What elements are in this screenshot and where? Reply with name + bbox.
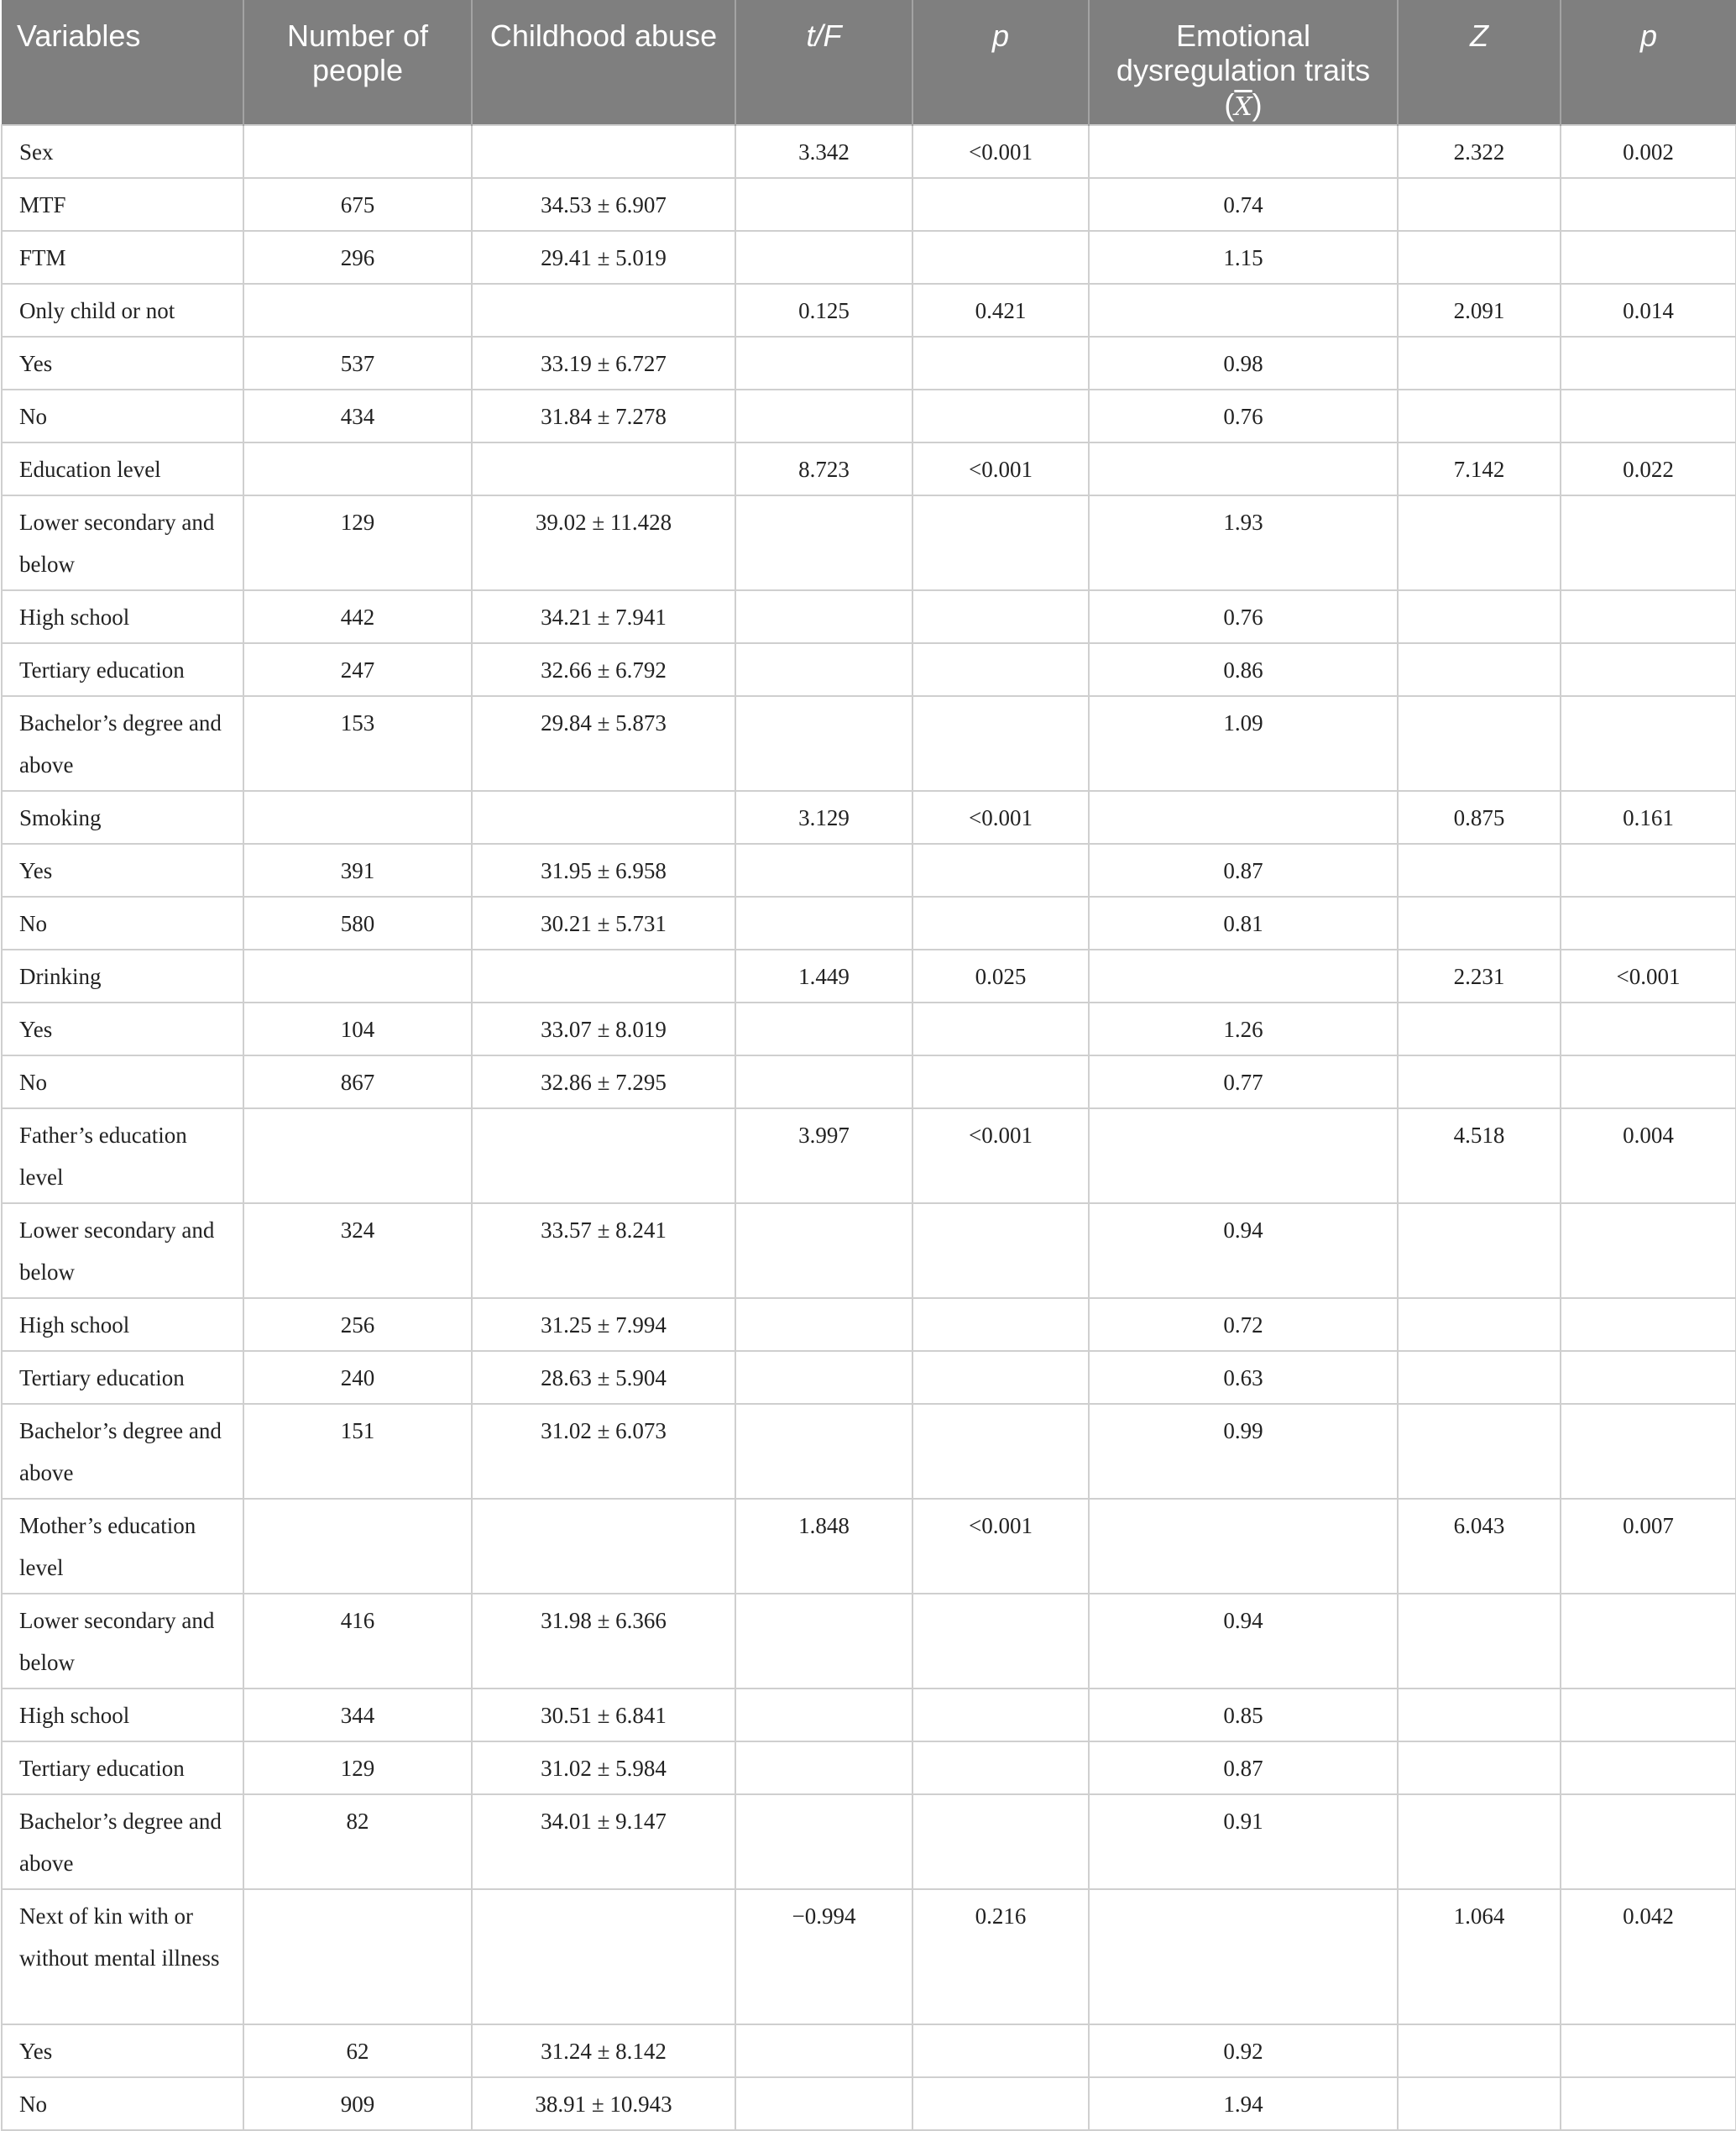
cell-childhood-abuse [472, 442, 735, 495]
cell-z [1398, 390, 1561, 442]
cell-p-second [1561, 231, 1736, 284]
table-row [2, 1108, 1736, 1203]
cell-z [1398, 1404, 1561, 1499]
cell-number-of-people: 434 [243, 390, 472, 442]
cell-variable: Father’s education level [2, 1108, 243, 1203]
cell-p-second [1561, 2024, 1736, 2077]
table-row [2, 696, 1736, 791]
cell-emotional-dysregulation: 0.91 [1089, 1794, 1398, 1889]
cell-p-first: <0.001 [912, 125, 1089, 178]
cell-number-of-people [243, 284, 472, 337]
cell-p-first [912, 1351, 1089, 1404]
cell-number-of-people: 129 [243, 1741, 472, 1794]
table-row [2, 231, 1736, 284]
cell-z [1398, 1689, 1561, 1741]
cell-emotional-dysregulation: 0.94 [1089, 1594, 1398, 1689]
cell-p-second: 0.004 [1561, 1108, 1736, 1203]
cell-number-of-people: 151 [243, 1404, 472, 1499]
cell-z [1398, 2077, 1561, 2130]
cell-emotional-dysregulation: 0.74 [1089, 178, 1398, 231]
cell-z [1398, 231, 1561, 284]
cell-z [1398, 1003, 1561, 1055]
cell-variable: Sex [2, 125, 243, 178]
cell-childhood-abuse: 39.02 ± 11.428 [472, 495, 735, 590]
cell-t-f [735, 495, 912, 590]
table-row [2, 442, 1736, 495]
cell-number-of-people: 909 [243, 2077, 472, 2130]
table-row [2, 590, 1736, 643]
cell-number-of-people: 247 [243, 643, 472, 696]
cell-childhood-abuse: 31.02 ± 5.984 [472, 1741, 735, 1794]
cell-t-f [735, 1404, 912, 1499]
table-row [2, 1594, 1736, 1689]
cell-emotional-dysregulation [1089, 1889, 1398, 2024]
cell-childhood-abuse: 29.41 ± 5.019 [472, 231, 735, 284]
cell-z [1398, 495, 1561, 590]
cell-childhood-abuse: 34.21 ± 7.941 [472, 590, 735, 643]
cell-z [1398, 696, 1561, 791]
cell-emotional-dysregulation: 0.81 [1089, 897, 1398, 950]
cell-t-f [735, 2077, 912, 2130]
cell-emotional-dysregulation [1089, 1499, 1398, 1594]
cell-number-of-people: 324 [243, 1203, 472, 1298]
cell-p-first: 0.025 [912, 950, 1089, 1003]
cell-childhood-abuse [472, 284, 735, 337]
cell-variable: Mother’s education level [2, 1499, 243, 1594]
demographics-table [1, 0, 1736, 2131]
cell-p-second: 0.007 [1561, 1499, 1736, 1594]
cell-t-f: 3.342 [735, 125, 912, 178]
cell-childhood-abuse: 31.24 ± 8.142 [472, 2024, 735, 2077]
cell-emotional-dysregulation: 0.92 [1089, 2024, 1398, 2077]
cell-p-first [912, 231, 1089, 284]
table-row [2, 1351, 1736, 1404]
table-row [2, 1794, 1736, 1889]
cell-t-f [735, 1003, 912, 1055]
table-header [2, 0, 1736, 125]
cell-z [1398, 178, 1561, 231]
cell-number-of-people [243, 1499, 472, 1594]
table-row [2, 495, 1736, 590]
cell-p-first [912, 1298, 1089, 1351]
cell-number-of-people: 82 [243, 1794, 472, 1889]
cell-t-f [735, 2024, 912, 2077]
cell-variable: No [2, 897, 243, 950]
cell-variable: Yes [2, 337, 243, 390]
cell-number-of-people: 416 [243, 1594, 472, 1689]
cell-p-second: <0.001 [1561, 950, 1736, 1003]
table-row [2, 1003, 1736, 1055]
cell-number-of-people: 104 [243, 1003, 472, 1055]
cell-number-of-people [243, 442, 472, 495]
header-variables: Variables [2, 0, 243, 125]
cell-p-second: 0.014 [1561, 284, 1736, 337]
cell-emotional-dysregulation: 0.86 [1089, 643, 1398, 696]
cell-childhood-abuse [472, 1889, 735, 2024]
cell-number-of-people: 391 [243, 844, 472, 897]
cell-number-of-people: 62 [243, 2024, 472, 2077]
cell-t-f [735, 643, 912, 696]
cell-t-f [735, 1594, 912, 1689]
cell-t-f: 1.848 [735, 1499, 912, 1594]
cell-t-f: 3.997 [735, 1108, 912, 1203]
cell-t-f [735, 231, 912, 284]
cell-childhood-abuse: 31.98 ± 6.366 [472, 1594, 735, 1689]
cell-number-of-people: 296 [243, 231, 472, 284]
cell-p-second [1561, 495, 1736, 590]
cell-p-first: <0.001 [912, 791, 1089, 844]
cell-z: 7.142 [1398, 442, 1561, 495]
cell-t-f [735, 1794, 912, 1889]
cell-number-of-people [243, 1108, 472, 1203]
cell-p-second [1561, 178, 1736, 231]
cell-emotional-dysregulation: 0.94 [1089, 1203, 1398, 1298]
cell-emotional-dysregulation [1089, 1108, 1398, 1203]
cell-z [1398, 1594, 1561, 1689]
cell-z: 4.518 [1398, 1108, 1561, 1203]
cell-p-first [912, 1594, 1089, 1689]
cell-p-first [912, 1794, 1089, 1889]
cell-p-first [912, 1741, 1089, 1794]
cell-childhood-abuse: 33.19 ± 6.727 [472, 337, 735, 390]
cell-t-f [735, 1298, 912, 1351]
cell-variable: High school [2, 1689, 243, 1741]
cell-childhood-abuse: 34.01 ± 9.147 [472, 1794, 735, 1889]
cell-z: 2.091 [1398, 284, 1561, 337]
cell-p-second [1561, 897, 1736, 950]
cell-childhood-abuse: 38.91 ± 10.943 [472, 2077, 735, 2130]
cell-variable: Bachelor’s degree and above [2, 1404, 243, 1499]
table-body [2, 125, 1736, 2130]
cell-z [1398, 1741, 1561, 1794]
table-row [2, 950, 1736, 1003]
cell-z [1398, 2024, 1561, 2077]
cell-childhood-abuse [472, 950, 735, 1003]
header-emotional-prefix: Emotional dysregulation traits ( [1116, 18, 1371, 122]
cell-p-first [912, 2077, 1089, 2130]
cell-emotional-dysregulation: 1.26 [1089, 1003, 1398, 1055]
cell-p-first [912, 1203, 1089, 1298]
table-row [2, 2077, 1736, 2130]
header-childhood-abuse: Childhood abuse [472, 0, 735, 125]
cell-p-second [1561, 1689, 1736, 1741]
cell-emotional-dysregulation [1089, 125, 1398, 178]
cell-number-of-people: 867 [243, 1055, 472, 1108]
table-row [2, 643, 1736, 696]
cell-p-first [912, 178, 1089, 231]
table-row [2, 1404, 1736, 1499]
cell-t-f [735, 1689, 912, 1741]
cell-childhood-abuse: 32.86 ± 7.295 [472, 1055, 735, 1108]
cell-p-second: 0.161 [1561, 791, 1736, 844]
cell-variable: Lower secondary and below [2, 1594, 243, 1689]
cell-p-first [912, 696, 1089, 791]
table-row [2, 1055, 1736, 1108]
cell-t-f [735, 844, 912, 897]
cell-childhood-abuse [472, 1108, 735, 1203]
cell-variable: High school [2, 590, 243, 643]
cell-t-f [735, 1351, 912, 1404]
cell-z: 0.875 [1398, 791, 1561, 844]
cell-p-first: 0.216 [912, 1889, 1089, 2024]
cell-p-second [1561, 844, 1736, 897]
cell-p-first: 0.421 [912, 284, 1089, 337]
table-row [2, 1889, 1736, 2024]
cell-variable: High school [2, 1298, 243, 1351]
cell-z [1398, 844, 1561, 897]
cell-t-f [735, 178, 912, 231]
cell-z [1398, 1794, 1561, 1889]
header-emotional-dysregulation [1089, 0, 1398, 125]
cell-emotional-dysregulation [1089, 950, 1398, 1003]
cell-number-of-people: 256 [243, 1298, 472, 1351]
cell-t-f [735, 337, 912, 390]
cell-p-first [912, 2024, 1089, 2077]
cell-t-f [735, 696, 912, 791]
cell-t-f: 3.129 [735, 791, 912, 844]
cell-variable: FTM [2, 231, 243, 284]
cell-p-second: 0.042 [1561, 1889, 1736, 2024]
cell-emotional-dysregulation: 0.72 [1089, 1298, 1398, 1351]
cell-emotional-dysregulation [1089, 442, 1398, 495]
cell-z [1398, 1351, 1561, 1404]
cell-childhood-abuse: 29.84 ± 5.873 [472, 696, 735, 791]
cell-variable: Tertiary education [2, 1351, 243, 1404]
cell-emotional-dysregulation: 0.76 [1089, 590, 1398, 643]
cell-number-of-people [243, 950, 472, 1003]
cell-variable: Tertiary education [2, 1741, 243, 1794]
cell-p-first [912, 390, 1089, 442]
cell-p-second [1561, 1794, 1736, 1889]
cell-variable: Tertiary education [2, 643, 243, 696]
cell-variable: Yes [2, 1003, 243, 1055]
cell-p-second [1561, 696, 1736, 791]
cell-t-f: 8.723 [735, 442, 912, 495]
cell-emotional-dysregulation [1089, 284, 1398, 337]
table-row [2, 897, 1736, 950]
cell-number-of-people: 153 [243, 696, 472, 791]
cell-t-f [735, 1741, 912, 1794]
table-row [2, 1203, 1736, 1298]
cell-p-first [912, 1689, 1089, 1741]
cell-variable: No [2, 1055, 243, 1108]
cell-emotional-dysregulation: 0.99 [1089, 1404, 1398, 1499]
cell-p-second [1561, 1741, 1736, 1794]
cell-childhood-abuse: 31.25 ± 7.994 [472, 1298, 735, 1351]
cell-childhood-abuse: 31.95 ± 6.958 [472, 844, 735, 897]
cell-t-f [735, 1055, 912, 1108]
header-emotional-suffix: ) [1252, 87, 1263, 122]
cell-variable: Drinking [2, 950, 243, 1003]
table-row [2, 178, 1736, 231]
cell-variable: Yes [2, 844, 243, 897]
cell-childhood-abuse [472, 125, 735, 178]
cell-t-f: 0.125 [735, 284, 912, 337]
cell-number-of-people [243, 1889, 472, 2024]
cell-p-second [1561, 1203, 1736, 1298]
cell-variable: Yes [2, 2024, 243, 2077]
cell-t-f [735, 897, 912, 950]
table-row [2, 791, 1736, 844]
cell-emotional-dysregulation: 0.85 [1089, 1689, 1398, 1741]
cell-z [1398, 1203, 1561, 1298]
cell-p-first [912, 495, 1089, 590]
cell-emotional-dysregulation: 0.77 [1089, 1055, 1398, 1108]
cell-p-first: <0.001 [912, 1499, 1089, 1594]
cell-emotional-dysregulation: 1.15 [1089, 231, 1398, 284]
cell-p-second [1561, 390, 1736, 442]
xbar-symbol: $\overline{X}$ [1234, 92, 1252, 122]
cell-z [1398, 643, 1561, 696]
cell-number-of-people [243, 125, 472, 178]
header-row [2, 0, 1736, 125]
header-number-of-people: Number of people [243, 0, 472, 125]
cell-p-second [1561, 1404, 1736, 1499]
cell-z [1398, 897, 1561, 950]
cell-emotional-dysregulation: 0.76 [1089, 390, 1398, 442]
cell-emotional-dysregulation: 1.94 [1089, 2077, 1398, 2130]
cell-variable: Education level [2, 442, 243, 495]
cell-emotional-dysregulation: 0.87 [1089, 844, 1398, 897]
cell-p-second [1561, 2077, 1736, 2130]
table-row [2, 337, 1736, 390]
cell-childhood-abuse: 33.57 ± 8.241 [472, 1203, 735, 1298]
cell-p-second [1561, 1594, 1736, 1689]
cell-variable: Next of kin with or without mental illness [2, 1889, 243, 2024]
cell-variable: Bachelor’s degree and above [2, 696, 243, 791]
cell-emotional-dysregulation: 1.93 [1089, 495, 1398, 590]
cell-emotional-dysregulation: 1.09 [1089, 696, 1398, 791]
cell-emotional-dysregulation: 0.98 [1089, 337, 1398, 390]
table-row [2, 1298, 1736, 1351]
cell-childhood-abuse [472, 791, 735, 844]
header-p-second: p [1561, 0, 1736, 125]
cell-emotional-dysregulation: 0.87 [1089, 1741, 1398, 1794]
cell-p-first: <0.001 [912, 1108, 1089, 1203]
cell-p-first [912, 897, 1089, 950]
cell-z [1398, 1055, 1561, 1108]
cell-p-second [1561, 1003, 1736, 1055]
table-row [2, 844, 1736, 897]
cell-t-f [735, 590, 912, 643]
cell-number-of-people: 537 [243, 337, 472, 390]
cell-number-of-people: 240 [243, 1351, 472, 1404]
cell-childhood-abuse: 28.63 ± 5.904 [472, 1351, 735, 1404]
cell-p-first [912, 590, 1089, 643]
cell-z: 2.322 [1398, 125, 1561, 178]
header-p-first: p [912, 0, 1089, 125]
cell-number-of-people: 580 [243, 897, 472, 950]
cell-variable: MTF [2, 178, 243, 231]
table-row [2, 125, 1736, 178]
cell-variable: Lower secondary and below [2, 1203, 243, 1298]
cell-p-first: <0.001 [912, 442, 1089, 495]
cell-t-f: 1.449 [735, 950, 912, 1003]
cell-z [1398, 590, 1561, 643]
cell-childhood-abuse: 30.51 ± 6.841 [472, 1689, 735, 1741]
cell-z: 2.231 [1398, 950, 1561, 1003]
cell-p-second: 0.002 [1561, 125, 1736, 178]
cell-childhood-abuse: 31.84 ± 7.278 [472, 390, 735, 442]
cell-p-second [1561, 337, 1736, 390]
cell-number-of-people [243, 791, 472, 844]
cell-p-second: 0.022 [1561, 442, 1736, 495]
cell-childhood-abuse: 34.53 ± 6.907 [472, 178, 735, 231]
cell-childhood-abuse: 32.66 ± 6.792 [472, 643, 735, 696]
cell-number-of-people: 344 [243, 1689, 472, 1741]
cell-variable: Only child or not [2, 284, 243, 337]
table-row [2, 1741, 1736, 1794]
header-t-f: t/F [735, 0, 912, 125]
cell-p-second [1561, 590, 1736, 643]
cell-childhood-abuse [472, 1499, 735, 1594]
cell-p-first [912, 1404, 1089, 1499]
cell-variable: No [2, 390, 243, 442]
cell-variable: Lower secondary and below [2, 495, 243, 590]
table-row [2, 284, 1736, 337]
cell-z [1398, 1298, 1561, 1351]
cell-childhood-abuse: 33.07 ± 8.019 [472, 1003, 735, 1055]
table-row [2, 390, 1736, 442]
header-z: Z [1398, 0, 1561, 125]
cell-p-first [912, 844, 1089, 897]
cell-p-second [1561, 643, 1736, 696]
cell-p-first [912, 337, 1089, 390]
cell-emotional-dysregulation [1089, 791, 1398, 844]
cell-number-of-people: 675 [243, 178, 472, 231]
cell-p-second [1561, 1298, 1736, 1351]
cell-variable: Bachelor’s degree and above [2, 1794, 243, 1889]
cell-childhood-abuse: 31.02 ± 6.073 [472, 1404, 735, 1499]
cell-number-of-people: 442 [243, 590, 472, 643]
cell-p-second [1561, 1055, 1736, 1108]
cell-p-second [1561, 1351, 1736, 1404]
table-row [2, 1499, 1736, 1594]
cell-t-f: −0.994 [735, 1889, 912, 2024]
cell-z: 6.043 [1398, 1499, 1561, 1594]
cell-variable: No [2, 2077, 243, 2130]
cell-childhood-abuse: 30.21 ± 5.731 [472, 897, 735, 950]
cell-z: 1.064 [1398, 1889, 1561, 2024]
cell-variable: Smoking [2, 791, 243, 844]
table-row [2, 1689, 1736, 1741]
cell-t-f [735, 1203, 912, 1298]
table-row [2, 2024, 1736, 2077]
cell-emotional-dysregulation: 0.63 [1089, 1351, 1398, 1404]
cell-p-first [912, 1003, 1089, 1055]
cell-number-of-people: 129 [243, 495, 472, 590]
cell-t-f [735, 390, 912, 442]
cell-p-first [912, 643, 1089, 696]
cell-p-first [912, 1055, 1089, 1108]
cell-z [1398, 337, 1561, 390]
